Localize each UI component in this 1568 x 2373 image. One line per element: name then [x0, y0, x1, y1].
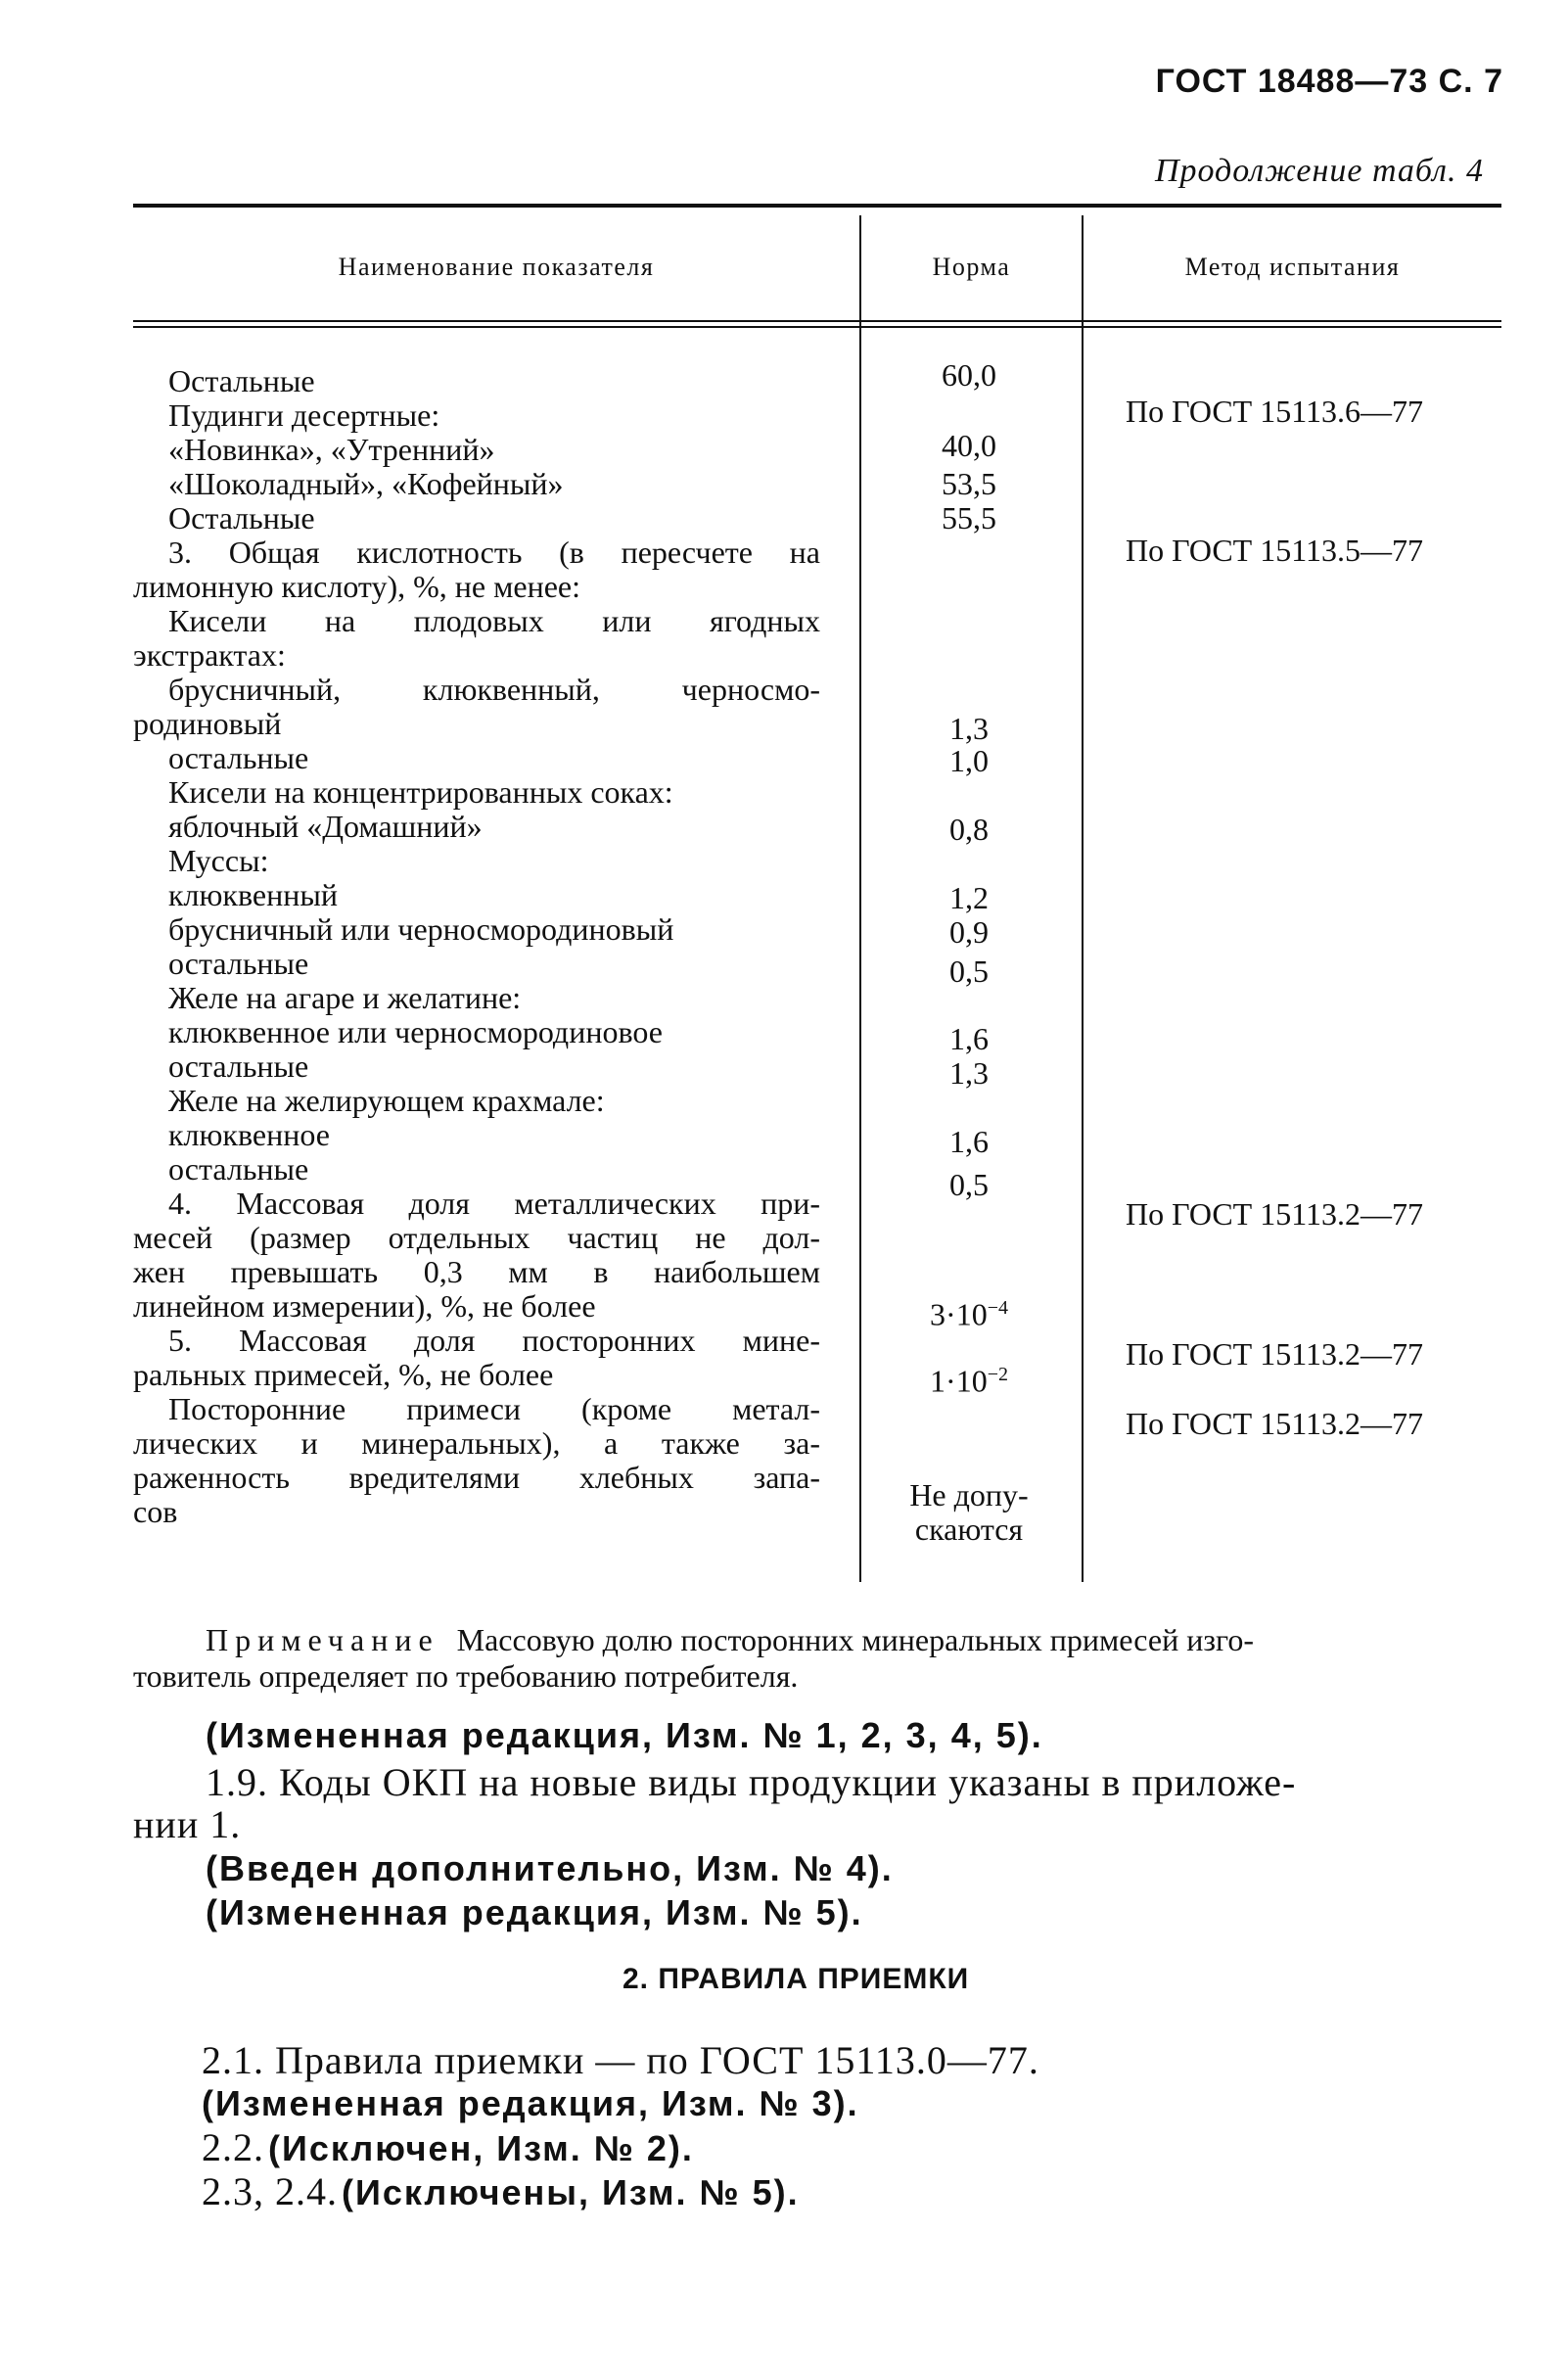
paragraph-2-3	[202, 2168, 800, 2214]
row-name: клюквенный	[168, 877, 338, 912]
table-top-rule	[133, 204, 1501, 208]
column-divider-2	[1082, 215, 1084, 1582]
row-name: остальные	[168, 1151, 309, 1186]
document-code: ГОСТ 18488—73 С. 7	[1155, 63, 1503, 100]
row-norm: 40,0	[942, 428, 996, 463]
row-method: По ГОСТ 15113.5—77	[1126, 533, 1424, 568]
row-name: брусничный, клюквенный, черносмо-	[168, 672, 820, 707]
row-name: Кисели на концентрированных соках:	[168, 774, 673, 810]
row-name: клюквенное	[168, 1117, 330, 1152]
row-name: Пудинги десертные:	[168, 397, 440, 433]
amendment-note: (Измененная редакция, Изм. № 3).	[202, 2083, 859, 2123]
row-name: 4. Массовая доля металлических при-	[168, 1186, 820, 1221]
row-method: По ГОСТ 15113.6—77	[1126, 394, 1424, 429]
row-name: Кисели на плодовых или ягодных	[168, 603, 820, 638]
row-method: По ГОСТ 15113.2—77	[1126, 1336, 1424, 1372]
row-name-cont: лических и минеральных), а также за-	[133, 1425, 820, 1461]
norm-exponent: −2	[987, 1364, 1008, 1385]
row-name: остальные	[168, 946, 309, 981]
row-name: брусничный или черносмородиновый	[168, 911, 674, 947]
amendment-note: (Измененная редакция, Изм. № 5).	[206, 1892, 863, 1932]
paragraph-number: 2.3, 2.4.	[202, 2169, 338, 2213]
row-name-cont: ральных примесей, %, не более	[133, 1357, 554, 1392]
paragraph-2-2	[202, 2124, 694, 2170]
row-norm: 60,0	[942, 357, 996, 393]
column-header-norm: Норма	[932, 253, 1011, 281]
row-name: Посторонние примеси (кроме метал-	[168, 1391, 820, 1426]
row-norm: 53,5	[942, 466, 996, 501]
paragraph-number: 2.2.	[202, 2125, 264, 2169]
row-norm: 1,6	[949, 1124, 989, 1159]
row-name: «Шоколадный», «Кофейный»	[168, 466, 564, 501]
row-norm: 1,3	[949, 711, 989, 746]
row-norm: 1,0	[949, 743, 989, 778]
row-name: Муссы:	[168, 843, 269, 878]
paragraph-status: (Исключен, Изм. № 2).	[268, 2128, 694, 2168]
norm-base: 1·10	[930, 1363, 988, 1399]
row-name: 5. Массовая доля посторонних мине-	[168, 1323, 820, 1358]
row-name: «Новинка», «Утренний»	[168, 432, 495, 467]
paragraph-2-1: 2.1. Правила приемки — по ГОСТ 15113.0—77.	[202, 2038, 1039, 2082]
row-name: 3. Общая кислотность (в пересчете на	[168, 535, 820, 570]
row-name-cont: сов	[133, 1494, 178, 1529]
row-name: яблочный «Домашний»	[168, 809, 483, 844]
row-name: Остальные	[168, 500, 315, 535]
row-method: По ГОСТ 15113.2—77	[1126, 1196, 1424, 1232]
row-norm: Не допу-	[909, 1477, 1029, 1512]
row-name-cont: раженность вредителями хлебных запа-	[133, 1460, 820, 1495]
row-name: Остальные	[168, 363, 315, 398]
row-norm	[861, 1291, 1077, 1332]
row-norm	[861, 1358, 1077, 1399]
row-norm: 1,6	[949, 1021, 989, 1056]
row-name-cont: жен превышать 0,3 мм в наибольшем	[133, 1254, 820, 1289]
norm-base: 3·10	[930, 1296, 988, 1332]
row-name-cont: родиновый	[133, 706, 282, 741]
row-name-cont: экстрактах:	[133, 637, 286, 673]
row-norm: 1,2	[949, 880, 989, 915]
row-norm: 0,5	[949, 1167, 989, 1202]
row-method: По ГОСТ 15113.2—77	[1126, 1406, 1424, 1441]
table-continuation-label: Продолжение табл. 4	[1154, 153, 1484, 189]
column-header-method: Метод испытания	[1184, 253, 1401, 281]
row-name: остальные	[168, 1048, 309, 1084]
row-name-cont: лимонную кислоту), %, не менее:	[133, 569, 580, 604]
row-norm: 55,5	[942, 500, 996, 535]
amendment-note: (Измененная редакция, Изм. № 1, 2, 3, 4, 5).	[206, 1715, 1043, 1755]
table-header-rule-2	[133, 326, 1501, 328]
amendment-note: (Введен дополнительно, Изм. № 4).	[206, 1848, 894, 1888]
paragraph-1-9: 1.9. Коды ОКП на новые виды продукции указаны в приложе-	[206, 1760, 1297, 1804]
row-name: остальные	[168, 740, 309, 775]
row-name-cont: линейном измерении), %, не более	[133, 1288, 596, 1324]
norm-exponent: −4	[987, 1297, 1008, 1319]
table-note	[206, 1623, 1254, 1657]
row-norm: 0,9	[949, 914, 989, 950]
row-name: Желе на агаре и желатине:	[168, 980, 522, 1015]
row-norm-cont: скаются	[914, 1512, 1024, 1547]
row-norm: 0,5	[949, 954, 989, 989]
note-label: Примечание	[206, 1622, 439, 1657]
table-header-rule	[133, 320, 1501, 322]
table-note-cont: товитель определяет по требованию потребителя.	[133, 1658, 799, 1694]
section-title: 2. ПРАВИЛА ПРИЕМКИ	[623, 1963, 970, 1995]
paragraph-1-9-cont: нии 1.	[133, 1802, 242, 1846]
row-name: клюквенное или черносмородиновое	[168, 1014, 663, 1049]
row-name: Желе на желирующем крахмале:	[168, 1083, 605, 1118]
paragraph-status: (Исключены, Изм. № 5).	[342, 2172, 800, 2212]
row-norm: 0,8	[949, 812, 989, 847]
column-header-name: Наименование показателя	[338, 253, 655, 281]
row-norm: 1,3	[949, 1055, 989, 1091]
row-name-cont: месей (размер отдельных частиц не дол-	[133, 1220, 820, 1255]
note-text: Массовую долю посторонних минеральных примесей изго-	[456, 1622, 1254, 1657]
